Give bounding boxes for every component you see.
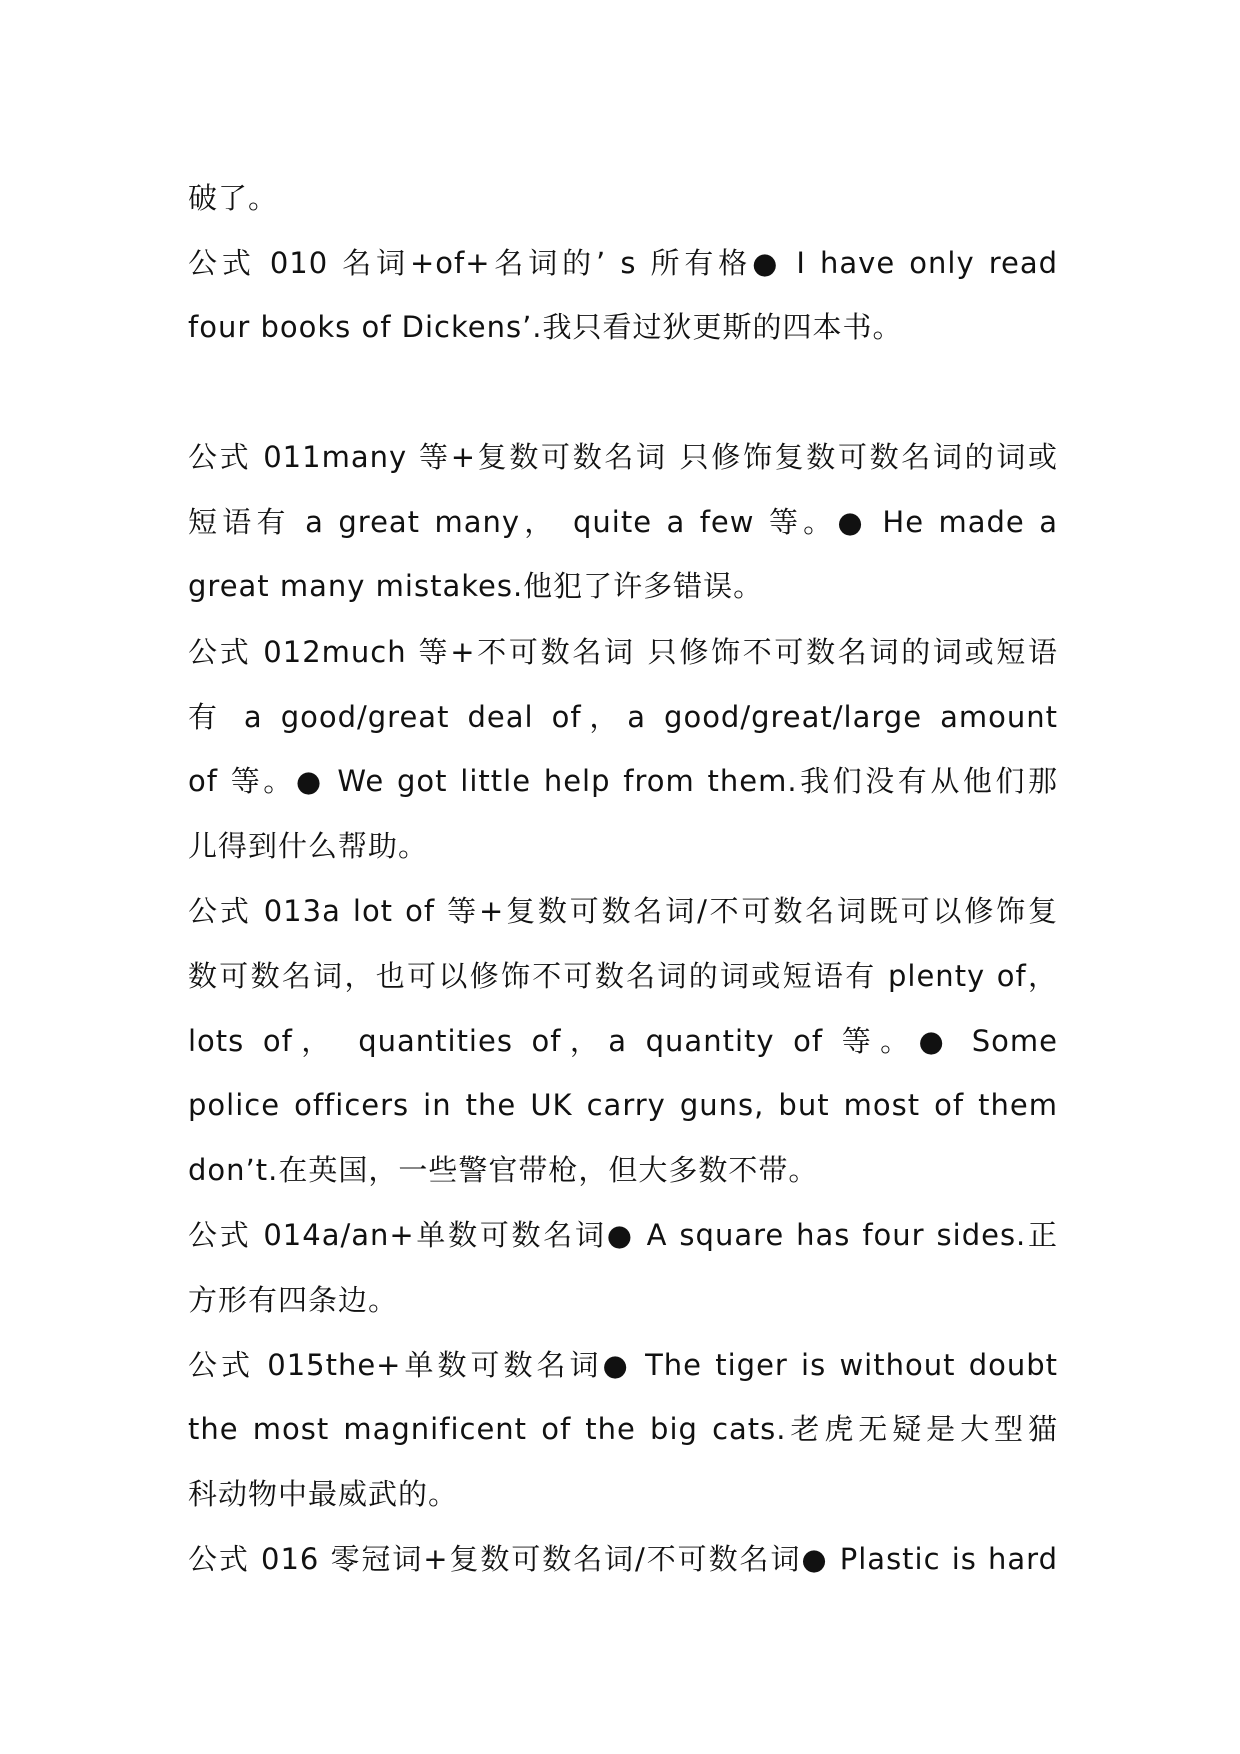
text-line: 公式 011many 等+复数可数名词 只修饰复数可数名词的词或 <box>188 440 1058 474</box>
text-line: four books of Dickens’.我只看过狄更斯的四本书。 <box>188 310 903 344</box>
text-line: 公式 014a/an+单数可数名词● A square has four sides.正 <box>188 1218 1058 1252</box>
text-line: 方形有四条边。 <box>188 1283 399 1317</box>
text-line: 公式 015the+单数可数名词● The tiger is without doubt <box>188 1348 1058 1382</box>
text-line: 有 a good/great deal of，a good/great/large amount <box>188 700 1058 734</box>
text-line: 儿得到什么帮助。 <box>188 829 429 863</box>
text-line: 公式 013a lot of 等+复数可数名词/不可数名词既可以修饰复 <box>188 894 1058 928</box>
text-line: 数可数名词，也可以修饰不可数名词的词或短语有 plenty of， <box>188 959 1058 993</box>
text-line: 科动物中最威武的。 <box>188 1477 459 1511</box>
text-line: 公式 010 名词+of+名词的’ s 所有格● I have only read <box>188 246 1058 280</box>
text-line: lots of， quantities of，a quantity of 等。● Some <box>188 1024 1058 1058</box>
text-line: 破了。 <box>188 181 279 215</box>
text-line: of 等。● We got little help from them.我们没有从他们那 <box>188 764 1058 798</box>
text-line: great many mistakes.他犯了许多错误。 <box>188 569 764 603</box>
text-line: don’t.在英国，一些警官带枪，但大多数不带。 <box>188 1153 819 1187</box>
text-line: police officers in the UK carry guns, but most of them <box>188 1088 1058 1122</box>
text-line: 公式 016 零冠词+复数可数名词/不可数名词● Plastic is hard <box>188 1542 1058 1576</box>
text-line: 公式 012much 等+不可数名词 只修饰不可数名词的词或短语 <box>188 635 1058 669</box>
text-line: 短语有 a great many， quite a few 等。● He made a <box>188 505 1058 539</box>
text-line: the most magnificent of the big cats.老虎无疑是大型猫 <box>188 1412 1058 1446</box>
